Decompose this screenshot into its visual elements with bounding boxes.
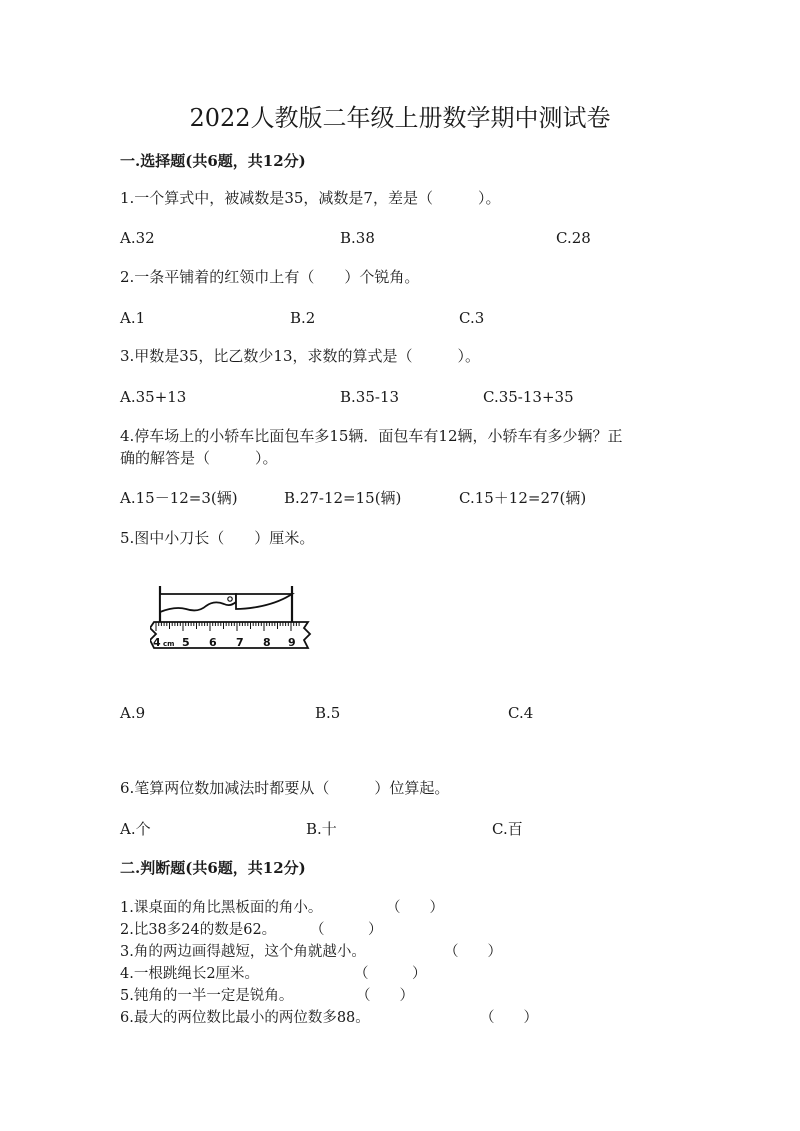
judge-item-3-text: 3.角的两边画得越短，这个角就越小。 [120,944,366,960]
q4-option-c: C.15＋12=27(辆) [459,489,587,507]
section-heading-choice: 一.选择题(共6题，共12分) [120,152,306,170]
knife-handle [160,594,236,612]
q6-option-c: C.百 [492,820,523,838]
q6-option-b: B.十 [306,820,337,838]
q3-option-b: B.35-13 [340,388,400,406]
judge-item-3-blank: （ ） [444,944,502,960]
judge-item-4-text: 4.一根跳绳长2厘米。 [120,966,260,982]
judge-item-6-blank: （ ） [480,1010,538,1026]
q2-option-c: C.3 [459,309,485,327]
question-2: 2.一条平铺着的红领巾上有（ ）个锐角。 [120,268,420,286]
q4-option-a: A.15－12=3(辆) [120,489,238,507]
knife-ruler-figure [150,582,320,660]
judge-item-4-blank: （ ） [354,966,427,982]
ruler-label-5: 5 [182,636,190,649]
question-5: 5.图中小刀长（ ）厘米。 [120,529,315,547]
judge-item-2-blank: （ ） [310,922,383,938]
q2-option-b: B.2 [290,309,316,327]
page-title: 2022人教版二年级上册数学期中测试卷 [189,104,611,132]
q4-option-b: B.27-12=15(辆) [284,489,402,507]
ruler-label-9: 9 [288,636,296,649]
q6-option-a: A.个 [120,820,151,838]
question-1: 1.一个算式中，被减数是35，减数是7，差是（ ）。 [120,189,501,207]
question-3: 3.甲数是35，比乙数少13，求数的算式是（ ）。 [120,347,480,365]
judge-item-5-blank: （ ） [356,988,414,1004]
knife-blade [236,594,292,609]
q1-option-a: A.32 [120,229,155,247]
question-4-line2: 确的解答是（ ）。 [120,449,278,467]
question-6: 6.笔算两位数加减法时都要从（ ）位算起。 [120,779,450,797]
question-4-line1: 4.停车场上的小轿车比面包车多15辆．面包车有12辆，小轿车有多少辆？正 [120,427,623,445]
ruler-label-8: 8 [263,636,271,649]
ruler-label-6: 6 [209,636,217,649]
ruler-label-7: 7 [236,636,244,649]
q1-option-c: C.28 [556,229,591,247]
section-heading-judge: 二.判断题(共6题，共12分) [120,859,306,877]
q2-option-a: A.1 [120,309,146,327]
ruler-label-cm: cm [163,640,175,648]
judge-item-2-text: 2.比38多24的数是62。 [120,922,277,938]
q3-option-c: C.35-13+35 [483,388,574,406]
judge-item-1-blank: （ ） [386,900,444,916]
q5-option-a: A.9 [120,704,146,722]
q5-option-c: C.4 [508,704,534,722]
judge-item-6-text: 6.最大的两位数比最小的两位数多88。 [120,1010,370,1026]
judge-item-1-text: 1.课桌面的角比黑板面的角小。 [120,900,323,916]
q1-option-b: B.38 [340,229,375,247]
judge-item-5-text: 5.钝角的一半一定是锐角。 [120,988,294,1004]
ruler-label-4: 4 [153,636,161,649]
q3-option-a: A.35+13 [120,388,187,406]
q5-option-b: B.5 [315,704,341,722]
knife-ruler-diagram [150,582,320,656]
